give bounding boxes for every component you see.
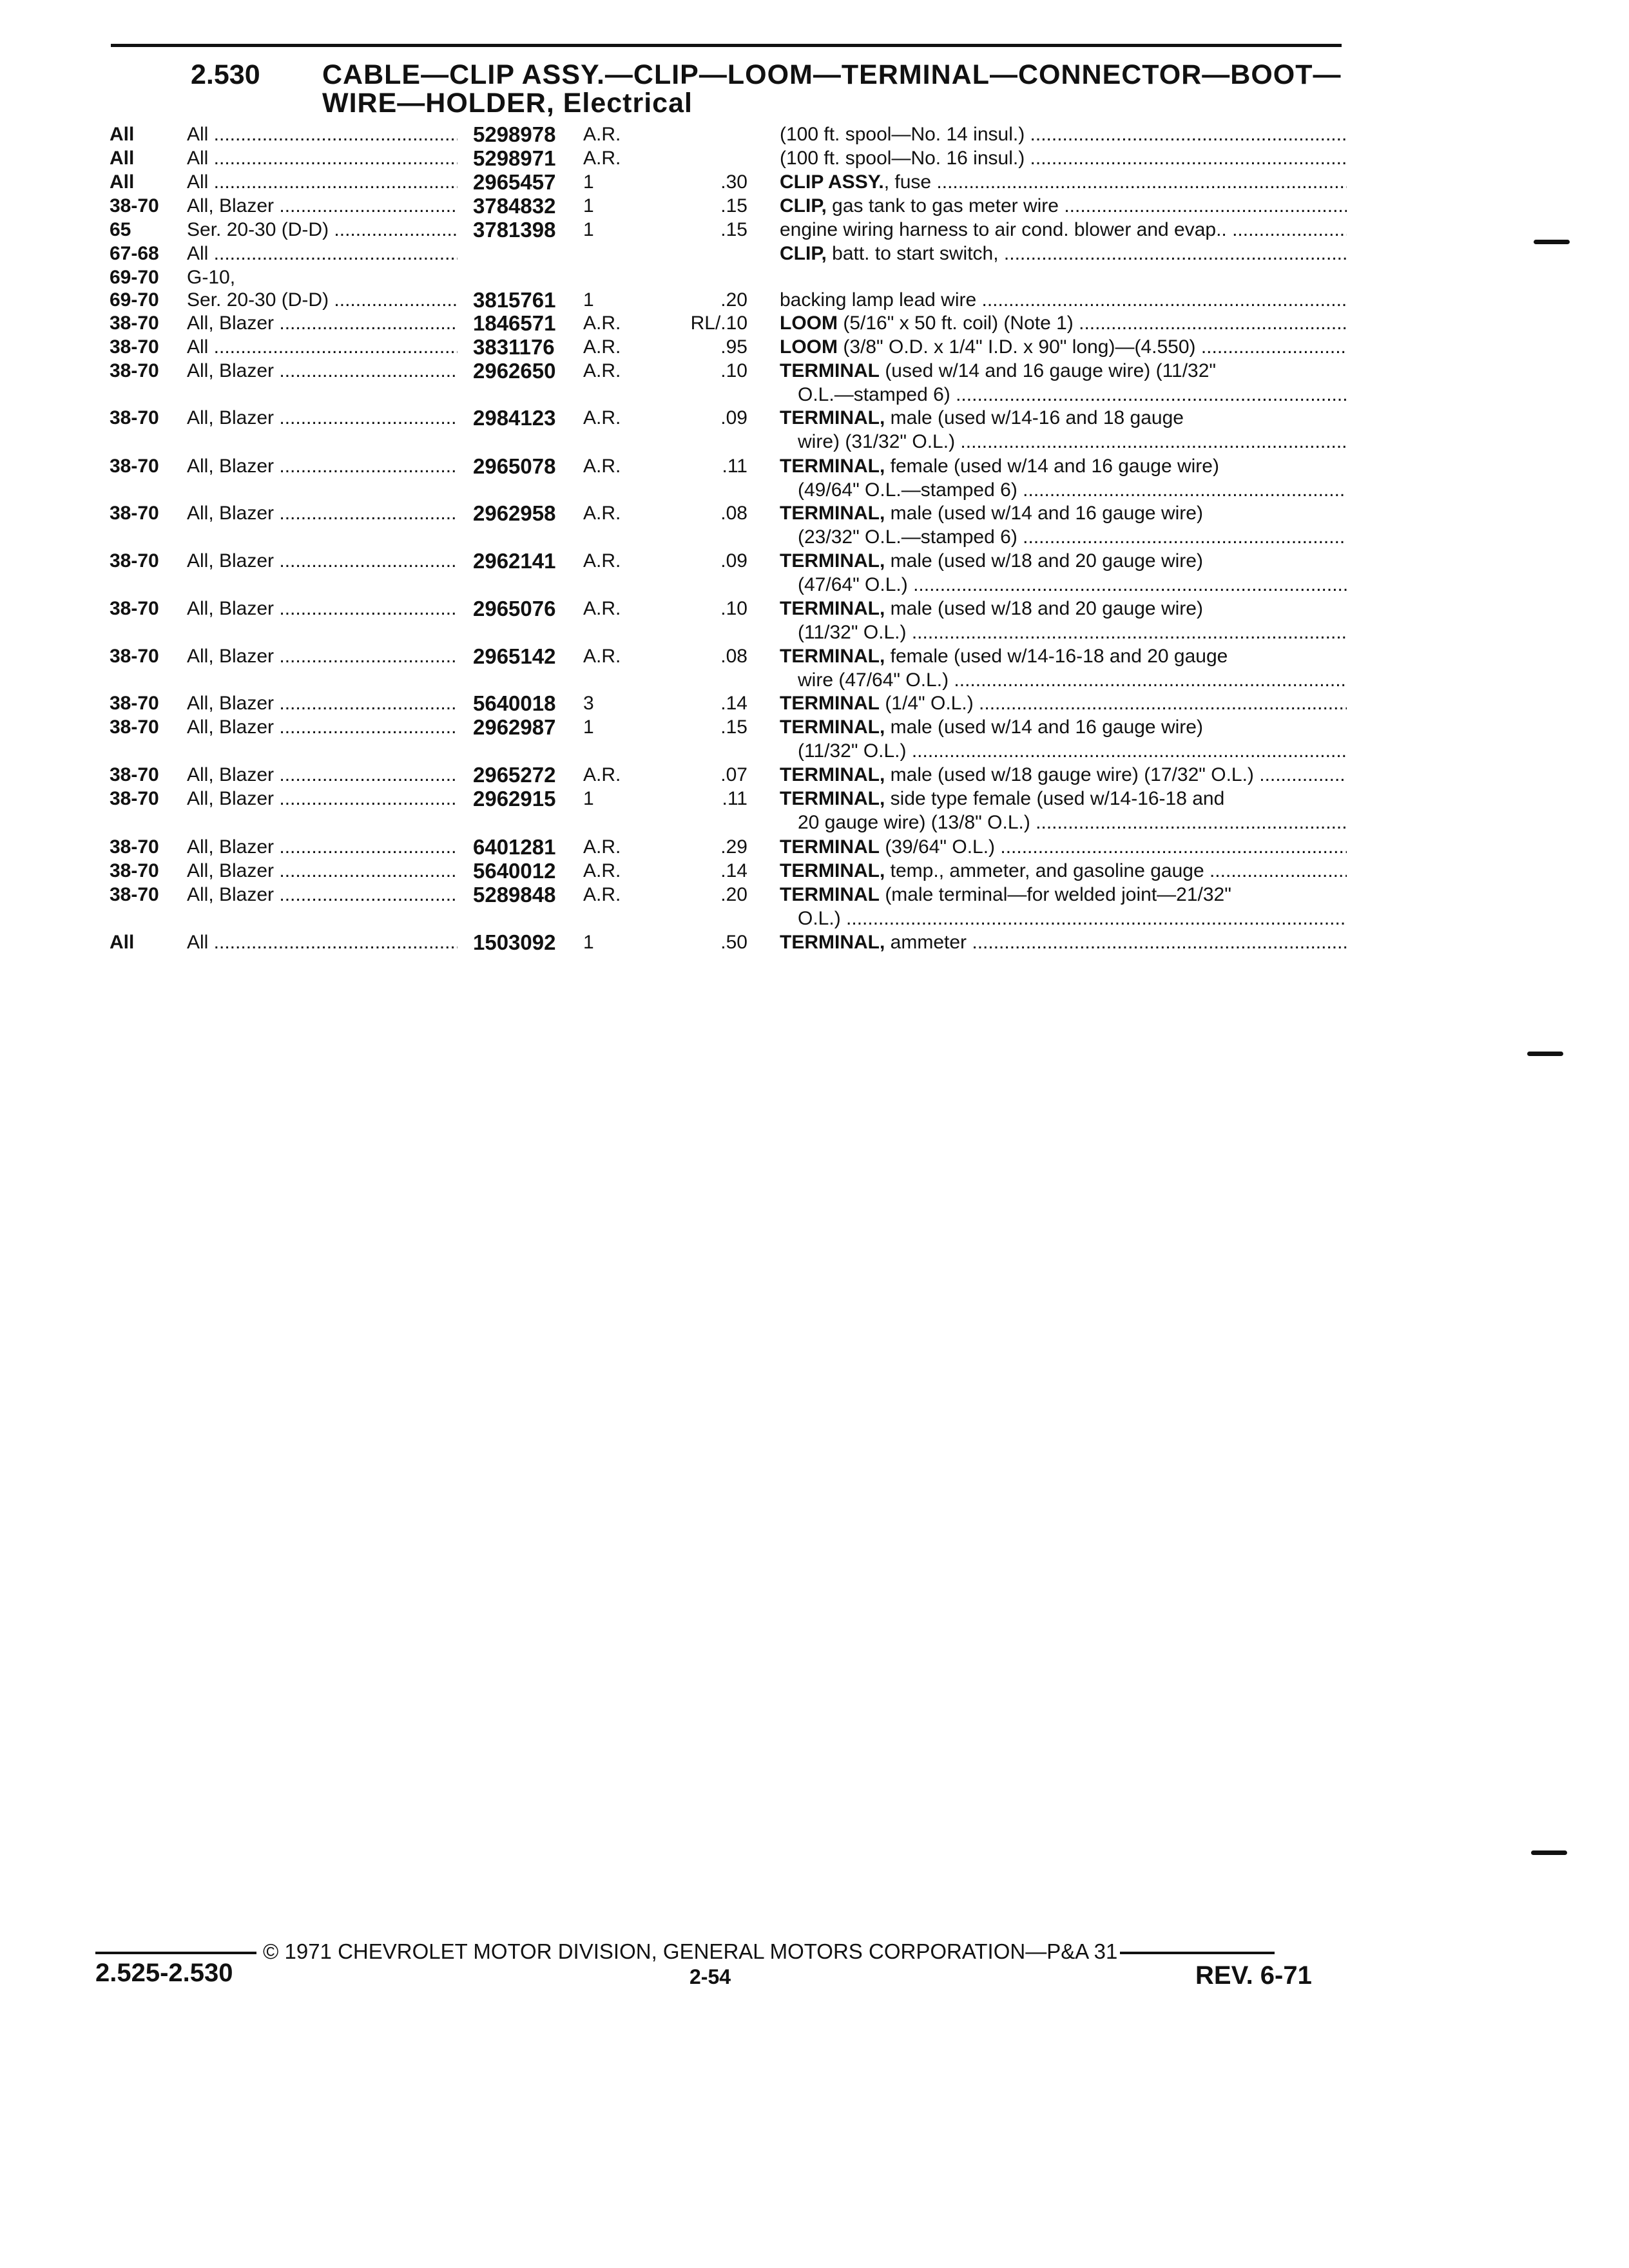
table-row [0, 787, 1629, 834]
description-text: female (used w/14-16-18 and 20 gauge [885, 646, 1228, 667]
model-cell: All, Blazer ..... [187, 691, 458, 715]
footer-copyright-line [95, 1939, 1275, 1964]
model-cell: All ..... [187, 146, 458, 170]
model-cell: All, Blazer ..... [187, 835, 458, 859]
footer-rule-left [95, 1952, 256, 1954]
year-cell: 38-70 [110, 598, 159, 619]
description-line [780, 454, 1347, 478]
description-cell [780, 501, 1347, 549]
description-text: batt. to start switch, [826, 243, 999, 264]
description-text: wire) (31/32" O.L.) [798, 431, 956, 452]
description-cell [780, 242, 1347, 265]
quantity-cell: 1 [583, 289, 594, 311]
price-cell: .07 [720, 764, 747, 785]
year-cell: 69-70 [110, 267, 159, 288]
title-line-2: WIRE—HOLDER, Electrical [322, 88, 693, 119]
part-number-cell: 2965457 [473, 170, 556, 194]
part-number-cell: 2962958 [473, 501, 556, 525]
description-line [780, 620, 1347, 644]
model-cell: All ..... [187, 122, 458, 146]
price-cell: .10 [720, 598, 747, 619]
description-line [780, 883, 1347, 907]
year-cell: 38-70 [110, 195, 159, 216]
description-text: (100 ft. spool—No. 14 insul.) [780, 124, 1025, 145]
year-cell: 38-70 [110, 693, 159, 714]
quantity-cell: 1 [583, 932, 594, 953]
description-cell [780, 335, 1347, 359]
price-cell: .15 [720, 219, 747, 240]
part-number-cell: 1846571 [473, 311, 556, 335]
part-number-cell: 3831176 [473, 335, 555, 359]
model-cell: All, Blazer ..... [187, 883, 458, 907]
description-keyword: TERMINAL, [780, 932, 885, 953]
description-line [780, 644, 1347, 668]
model-cell: All, Blazer ..... [187, 501, 458, 525]
description-cell [780, 930, 1347, 954]
description-text: female (used w/14 and 16 gauge wire) [885, 456, 1219, 477]
model-cell: All, Blazer ..... [187, 549, 458, 573]
price-cell: .10 [720, 360, 747, 381]
table-row [0, 715, 1629, 763]
table-row [0, 406, 1629, 454]
description-line [780, 573, 1347, 597]
description-line [780, 787, 1347, 811]
description-text: 20 gauge wire) (13/8" O.L.) [798, 812, 1030, 833]
description-cell [780, 122, 1347, 146]
description-line [780, 146, 1347, 170]
description-keyword: TERMINAL, [780, 860, 885, 881]
description-cell [780, 194, 1347, 218]
year-cell: 38-70 [110, 836, 159, 858]
description-keyword: LOOM [780, 312, 838, 334]
quantity-cell: A.R. [583, 764, 621, 785]
description-cell [780, 549, 1347, 597]
footer-copyright: © 1971 CHEVROLET MOTOR DIVISION, GENERAL MOTORS CORPORATION—P&A 31 [263, 1939, 1118, 1963]
description-keyword: TERMINAL, [780, 788, 885, 809]
price-cell: .14 [720, 860, 747, 881]
description-line [780, 691, 1347, 715]
table-row [0, 549, 1629, 597]
year-cell: 69-70 [110, 289, 159, 311]
description-line [780, 668, 1347, 692]
description-text: gas tank to gas meter wire [826, 195, 1059, 216]
description-text: backing lamp lead wire [780, 289, 977, 311]
part-number-cell: 2965076 [473, 597, 556, 620]
quantity-cell: A.R. [583, 550, 621, 572]
quantity-cell: A.R. [583, 407, 621, 428]
model-cell: All, Blazer ..... [187, 454, 458, 478]
year-cell: 38-70 [110, 884, 159, 905]
year-cell: 67-68 [110, 243, 159, 264]
description-cell [780, 597, 1347, 644]
year-cell: 38-70 [110, 312, 159, 334]
description-line [780, 170, 1347, 194]
part-number-cell: 2962915 [473, 787, 556, 811]
description-text: male (used w/14-16 and 18 gauge [885, 407, 1184, 428]
table-row [0, 359, 1629, 407]
description-text: (1/4" O.L.) [879, 693, 974, 714]
part-number-cell: 2984123 [473, 406, 556, 430]
description-cell [780, 835, 1347, 859]
price-cell: .15 [720, 716, 747, 738]
part-number-cell: 3784832 [473, 194, 556, 218]
description-text: (47/64" O.L.) [798, 574, 908, 595]
part-number-cell: 5298978 [473, 122, 556, 146]
description-line [780, 242, 1347, 265]
description-line [780, 406, 1347, 430]
description-line [780, 549, 1347, 573]
price-cell: .09 [720, 407, 747, 428]
part-number-cell: 1503092 [473, 930, 556, 954]
year-cell: 38-70 [110, 788, 159, 809]
model-cell: All, Blazer ..... [187, 597, 458, 620]
quantity-cell: A.R. [583, 503, 621, 524]
price-cell: .30 [720, 171, 747, 193]
description-keyword: TERMINAL [780, 884, 880, 905]
table-row [0, 930, 1629, 978]
quantity-cell: A.R. [583, 646, 621, 667]
description-keyword: CLIP, [780, 195, 827, 216]
part-number-cell: 2965078 [473, 454, 556, 478]
model-cell: Ser. 20-30 (D-D) ..... [187, 218, 458, 242]
model-cell: G-10, [187, 267, 236, 288]
description-text: (11/32" O.L.) [798, 740, 907, 762]
section-number: 2.530 [191, 59, 260, 90]
footer-revision: REV. 6-71 [1195, 1961, 1312, 1990]
description-text: (used w/14 and 16 gauge wire) (11/32" [879, 360, 1217, 381]
quantity-cell: 1 [583, 219, 594, 240]
description-text: wire (47/64" O.L.) [798, 669, 949, 691]
description-keyword: CLIP, [780, 243, 827, 264]
table-row [0, 597, 1629, 644]
description-text: male (used w/18 and 20 gauge wire) [885, 550, 1203, 572]
description-cell [780, 146, 1347, 170]
description-line [780, 359, 1347, 383]
description-line [780, 383, 1347, 407]
section-title [322, 61, 1342, 117]
table-row [0, 883, 1629, 930]
description-line [780, 715, 1347, 739]
year-cell: All [110, 932, 135, 953]
description-line [780, 930, 1347, 954]
description-cell [780, 883, 1347, 930]
description-text: (23/32" O.L.—stamped 6) [798, 526, 1017, 548]
part-number-cell: 2962650 [473, 359, 556, 383]
price-cell: .09 [720, 550, 747, 572]
year-cell: 38-70 [110, 503, 159, 524]
quantity-cell: A.R. [583, 360, 621, 381]
description-line [780, 311, 1347, 335]
model-cell: All ..... [187, 335, 458, 359]
price-cell: .20 [720, 289, 747, 311]
margin-mark [1527, 1052, 1563, 1056]
price-cell: .15 [720, 195, 747, 216]
price-cell: RL/.10 [690, 312, 747, 334]
year-cell: 38-70 [110, 860, 159, 881]
description-cell [780, 715, 1347, 763]
description-text: (39/64" O.L.) [879, 836, 996, 858]
quantity-cell: A.R. [583, 860, 621, 881]
part-number-cell: 2962141 [473, 549, 556, 573]
description-cell [780, 691, 1347, 715]
title-line-1: CABLE—CLIP ASSY.—CLIP—LOOM—TERMINAL—CONNECTOR—BOOT— [322, 59, 1342, 90]
model-cell: All, Blazer ..... [187, 406, 458, 430]
description-line [780, 835, 1347, 859]
description-keyword: CLIP ASSY. [780, 171, 884, 193]
model-cell: All, Blazer ..... [187, 715, 458, 739]
price-cell: .11 [722, 456, 747, 477]
model-cell: All, Blazer ..... [187, 194, 458, 218]
description-line [780, 859, 1347, 883]
description-cell [780, 218, 1347, 242]
description-text: male (used w/14 and 16 gauge wire) [885, 503, 1203, 524]
description-cell [780, 787, 1347, 834]
price-cell: .08 [720, 646, 747, 667]
description-keyword: TERMINAL, [780, 716, 885, 738]
part-number-cell: 6401281 [473, 835, 556, 859]
model-cell: All, Blazer ..... [187, 763, 458, 787]
description-text: ammeter [885, 932, 967, 953]
description-line [780, 194, 1347, 218]
quantity-cell: 1 [583, 716, 594, 738]
quantity-cell: A.R. [583, 884, 621, 905]
description-keyword: TERMINAL [780, 360, 880, 381]
description-cell [780, 359, 1347, 407]
quantity-cell: A.R. [583, 148, 621, 169]
margin-mark [1531, 1850, 1567, 1855]
quantity-cell: A.R. [583, 598, 621, 619]
description-cell [780, 406, 1347, 454]
part-number-cell: 5289848 [473, 883, 556, 907]
part-number-cell: 2965142 [473, 644, 556, 668]
part-number-cell: 5640018 [473, 691, 556, 715]
table-row [0, 501, 1629, 549]
year-cell: All [110, 148, 135, 169]
part-number-cell: 3781398 [473, 218, 556, 242]
margin-mark [1534, 240, 1570, 244]
description-text: (11/32" O.L.) [798, 622, 907, 643]
description-text: male (used w/18 gauge wire) (17/32" O.L.) [885, 764, 1254, 785]
part-number-cell: 2965272 [473, 763, 556, 787]
quantity-cell: A.R. [583, 312, 621, 334]
description-keyword: TERMINAL, [780, 407, 885, 428]
description-keyword: TERMINAL, [780, 456, 885, 477]
description-cell [780, 288, 1347, 312]
price-cell: .08 [720, 503, 747, 524]
description-keyword: TERMINAL, [780, 550, 885, 572]
model-cell: All, Blazer ..... [187, 859, 458, 883]
description-text: O.L.—stamped 6) [798, 384, 950, 405]
footer-rule-right [1120, 1952, 1275, 1954]
quantity-cell: A.R. [583, 336, 621, 358]
description-text: (male terminal—for welded joint—21/32" [879, 884, 1231, 905]
description-text: male (used w/14 and 16 gauge wire) [885, 716, 1203, 738]
top-rule [111, 44, 1342, 47]
description-line [780, 525, 1347, 549]
description-line [780, 501, 1347, 525]
description-cell [780, 763, 1347, 787]
price-cell: .29 [720, 836, 747, 858]
price-cell: .11 [722, 788, 747, 809]
year-cell: 38-70 [110, 360, 159, 381]
year-cell: 38-70 [110, 336, 159, 358]
model-cell: Ser. 20-30 (D-D) ..... [187, 288, 458, 312]
year-cell: 38-70 [110, 550, 159, 572]
description-keyword: TERMINAL [780, 693, 880, 714]
description-text: , fuse [883, 171, 932, 193]
description-text: temp., ammeter, and gasoline gauge [885, 860, 1204, 881]
description-cell [780, 859, 1347, 883]
year-cell: 38-70 [110, 716, 159, 738]
description-text: (5/16" x 50 ft. coil) (Note 1) [838, 312, 1074, 334]
table-row [0, 454, 1629, 502]
description-text: (3/8" O.D. x 1/4" I.D. x 90" long)—(4.550) [838, 336, 1196, 358]
description-text: O.L.) [798, 908, 841, 929]
description-text: (49/64" O.L.—stamped 6) [798, 479, 1017, 501]
description-cell [780, 644, 1347, 692]
year-cell: 38-70 [110, 764, 159, 785]
quantity-cell: 1 [583, 171, 594, 193]
table-row [0, 644, 1629, 692]
description-text: male (used w/18 and 20 gauge wire) [885, 598, 1203, 619]
price-cell: .95 [720, 336, 747, 358]
quantity-cell: 1 [583, 195, 594, 216]
description-line [780, 763, 1347, 787]
quantity-cell: A.R. [583, 836, 621, 858]
footer-section-range: 2.525-2.530 [95, 1959, 233, 1987]
description-line [780, 430, 1347, 454]
price-cell: .50 [720, 932, 747, 953]
description-line [780, 739, 1347, 763]
description-keyword: TERMINAL, [780, 598, 885, 619]
part-number-cell: 2962987 [473, 715, 556, 739]
description-line [780, 335, 1347, 359]
description-line [780, 907, 1347, 930]
year-cell: 65 [110, 219, 131, 240]
model-cell: All ..... [187, 242, 458, 265]
year-cell: 38-70 [110, 456, 159, 477]
description-keyword: TERMINAL, [780, 764, 885, 785]
description-line [780, 288, 1347, 312]
model-cell: All, Blazer ..... [187, 644, 458, 668]
description-keyword: LOOM [780, 336, 838, 358]
year-cell: All [110, 171, 135, 193]
description-cell [780, 454, 1347, 502]
description-line [780, 597, 1347, 620]
description-line [780, 218, 1347, 242]
quantity-cell: A.R. [583, 124, 621, 145]
year-cell: 38-70 [110, 407, 159, 428]
quantity-cell: 1 [583, 788, 594, 809]
quantity-cell: A.R. [583, 456, 621, 477]
description-cell [780, 311, 1347, 335]
model-cell: All, Blazer ..... [187, 787, 458, 811]
price-cell: .20 [720, 884, 747, 905]
footer-page-number: 2-54 [689, 1965, 731, 1988]
part-number-cell: 3815761 [473, 288, 556, 312]
description-keyword: TERMINAL, [780, 646, 885, 667]
part-number-cell: 5640012 [473, 859, 556, 883]
part-number-cell: 5298971 [473, 146, 556, 170]
description-cell [780, 170, 1347, 194]
description-keyword: TERMINAL, [780, 503, 885, 524]
model-cell: All, Blazer ..... [187, 359, 458, 383]
year-cell: All [110, 124, 135, 145]
year-cell: 38-70 [110, 646, 159, 667]
description-text: engine wiring harness to air cond. blower and evap.. [780, 219, 1227, 240]
description-text: (100 ft. spool—No. 16 insul.) [780, 148, 1025, 169]
description-text: side type female (used w/14-16-18 and [885, 788, 1225, 809]
model-cell: All ..... [187, 930, 458, 954]
model-cell: All, Blazer ..... [187, 311, 458, 335]
model-cell: All ..... [187, 170, 458, 194]
description-line [780, 478, 1347, 502]
description-line [780, 811, 1347, 834]
quantity-cell: 3 [583, 693, 594, 714]
description-line [780, 122, 1347, 146]
price-cell: .14 [720, 693, 747, 714]
description-keyword: TERMINAL [780, 836, 880, 858]
